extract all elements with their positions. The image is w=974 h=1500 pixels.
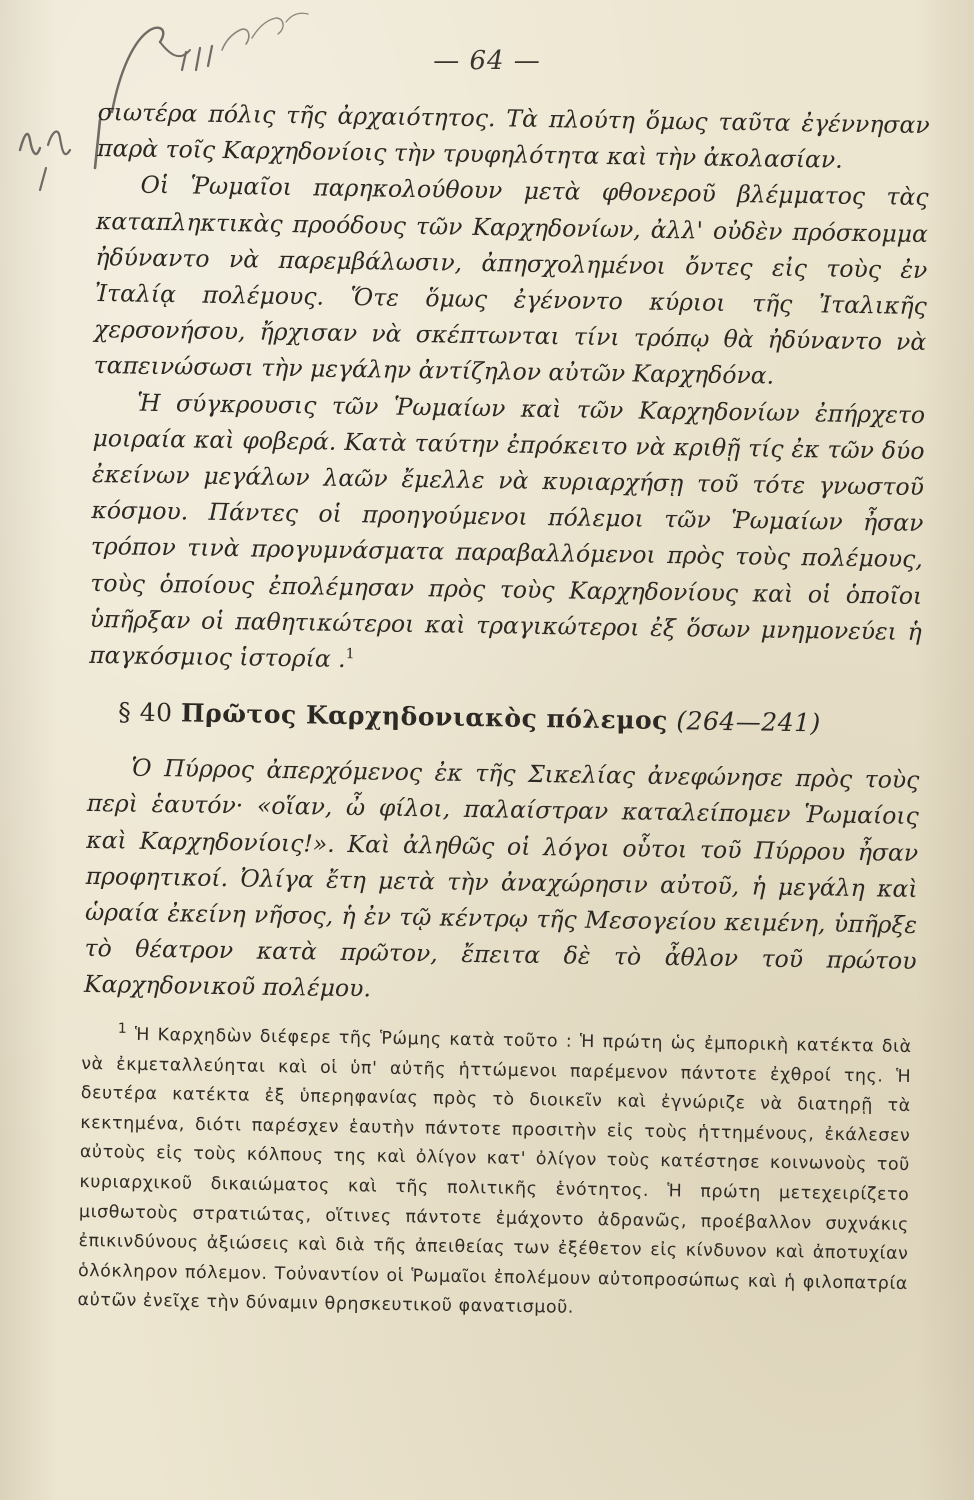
page-number: — 64 — bbox=[433, 46, 541, 76]
paragraph-3-text: Ἡ σύγκρουσις τῶν Ῥωμαίων καὶ τῶν Καρχηδονίων ἐπήρχετο μοιραία καὶ φοβερά. Κατὰ ταύτην ἐπρόκειτο νὰ κριθῇ τίς ἐκ τῶν δύο ἐκείνων μεγάλων λαῶν ἔμελλε νὰ κυριαρχήσῃ τοῦ τότε γνωστοῦ κόσμου. Πάντες οἱ προηγούμενοι πόλεμοι τῶν Ῥωμαίων ἦσαν τρόπον τινὰ προγυμνάσματα παραβαλλόμενοι πρὸς τοὺς πολέμους, τοὺς ὁποίους ἐπολέμησαν πρὸς τοὺς Καρχηδονίους καὶ οἱ ὁποῖοι ὑπῆρξαν οἱ παθητικώτεροι καὶ τραγικώτεροι ἐξ ὅσων μνημονεύει ἡ παγκόσμιος ἱστορία . bbox=[88, 388, 926, 674]
footnote-paragraph bbox=[77, 1020, 912, 1329]
paragraph-2: Οἱ Ῥωμαῖοι παρηκολούθουν μετὰ φθονεροῦ βλέμματος τὰς καταπληκτικὰς προόδους τῶν Καρχηδονίων, ἀλλ' οὐδὲν πρόσκομμα ἠδύναντο νὰ παρεμβάλωσιν, ἀπησχολημένοι ὄντες εἰς τοὺς ἐν Ἰταλίᾳ πολέμους. Ὅτε ὅμως ἐγένοντο κύριοι τῆς Ἰταλικῆς χερσονήσου, ἤρχισαν νὰ σκέπτωνται τίνι τρόπῳ θὰ ἠδύναντο νὰ ταπεινώσωσι τὴν μεγάλην ἀντίζηλον αὐτῶν Καρχηδόνα. bbox=[93, 171, 929, 391]
main-text bbox=[84, 94, 930, 1016]
paragraph-1: σιωτέρα πόλις τῆς ἀρχαιότητος. Τὰ πλούτη ὅμως ταῦτα ἐγέννησαν παρὰ τοῖς Καρχηδονίοις τὴν τρυφηλότητα καὶ τὴν ἀκολασίαν. bbox=[96, 97, 930, 174]
section-paragraph: Ὁ Πύρρος ἀπερχόμενος ἐκ τῆς Σικελίας ἀνεφώνησε πρὸς τοὺς περὶ ἑαυτόν· «οἵαν, ὦ φίλοι, παλαίστραν καταλείπομεν Ῥωμαίοις καὶ Καρχηδονίοις!». Καὶ ἀληθῶς οἱ λόγοι οὗτοι τοῦ Πύρρου ἦσαν προφητικοί. Ὀλίγα ἔτη μετὰ τὴν ἀναχώρησιν αὐτοῦ, ἡ μεγάλη καὶ ὡραία ἐκείνη νῆσος, ἡ ἐν τῷ κέντρῳ τῆς Μεσογείου κειμένη, ὑπῆρξε τὸ θέατρον κατὰ πρῶτον, ἔπειτα δὲ τὸ ἆθλον τοῦ πρώτου Καρχηδονικοῦ πολέμου. bbox=[83, 753, 920, 1003]
footnote-marker: 1 bbox=[117, 1020, 128, 1037]
paragraph-3 bbox=[89, 384, 925, 687]
section-heading bbox=[118, 696, 920, 743]
section-years: (264—241) bbox=[676, 706, 821, 738]
section-title: Πρῶτος Καρχηδονιακὸς πόλεμος bbox=[180, 698, 669, 736]
section-number: § 40 bbox=[118, 697, 173, 728]
footnote-reference: 1 bbox=[345, 646, 355, 663]
footnote bbox=[77, 1020, 912, 1329]
footnote-text: Ἡ Καρχηδὼν διέφερε τῆς Ῥώμης κατὰ τοῦτο : Ἡ πρώτη ὡς ἐμπορικὴ κατέκτα διὰ νὰ ἐκμεταλλεύηται καὶ οἱ ὑπ' αὐτῆς ἡττώμενοι παρέμενον πάντοτε ἐχθροί της. Ἡ δευτέρα κατέκτα ἐξ ὑπερηφανίας πρὸς τὸ διοικεῖν καὶ ἐγνώριζε νὰ διατηρῇ τὰ κεκτημένα, διότι παρέσχεν ἑαυτὴν πάντοτε προσιτὴν εἰς τοὺς ἡττημένους, ἐκάλεσεν αὐτοὺς εἰς τοὺς κόλπους της καὶ ὀλίγον κατ' ὀλίγον τοὺς κατέστησε κοινωνοὺς τοῦ κυριαρχικοῦ δικαιώματος καὶ τῆς πολιτικῆς ἑνότητος. Ἡ πρώτη μετεχειρίζετο μισθωτοὺς στρατιώτας, οἵτινες πάντοτε ἐμάχοντο ἀδρανῶς, προέβαλλον συχνάκις ἐπικινδύνους ἀξιώσεις καὶ διὰ τῆς ἀπειθείας των ἐξέθετον εἰς κίνδυνον καὶ ἀποτυχίαν ὁλόκληρον πόλεμον. Τοὐναντίον οἱ Ῥωμαῖοι ἐπολέμουν αὐτοπροσώπως καὶ ἡ φιλοπατρία αὐτῶν ἐνεῖχε τὴν δύναμιν θρησκευτικοῦ φανατισμοῦ. bbox=[77, 1024, 912, 1319]
